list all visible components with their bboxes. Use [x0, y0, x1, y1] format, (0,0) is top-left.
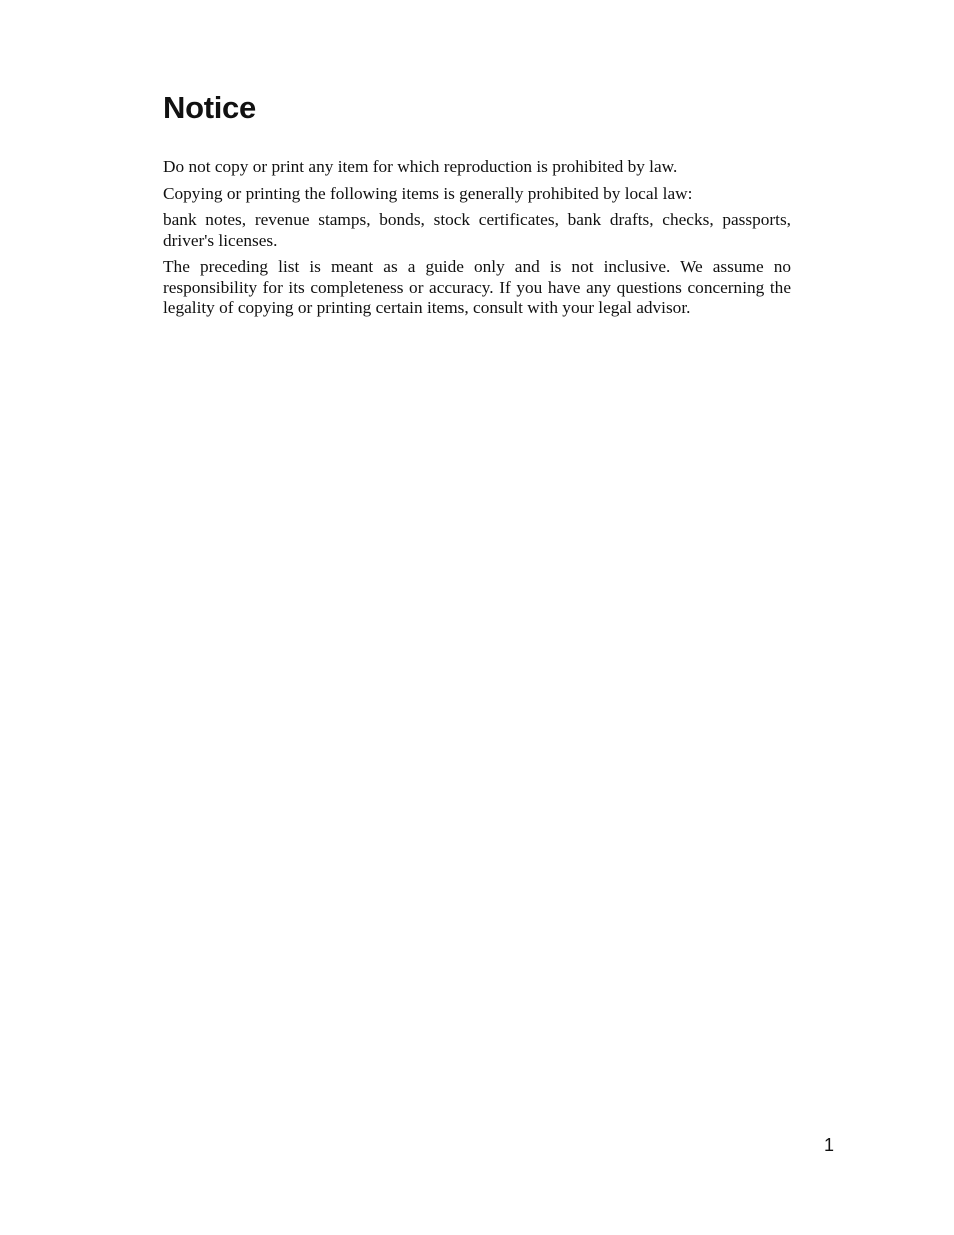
- page-number: 1: [823, 1135, 834, 1155]
- page-title: Notice: [163, 90, 256, 125]
- paragraph-local-law: Copying or printing the following items is generally prohibited by local law:: [163, 183, 693, 203]
- notice-body: [163, 157, 791, 325]
- paragraph-item-list: bank notes, revenue stamps, bonds, stock certificates, bank drafts, checks, passports, driver's licenses.: [163, 210, 791, 250]
- paragraph-disclaimer: The preceding list is meant as a guide only and is not inclusive. We assume no responsibility for its completeness or accuracy. If you have any questions concerning the legality of copying or printing certain items, consult with your legal advisor.: [163, 257, 791, 317]
- paragraph-prohibition: Do not copy or print any item for which reproduction is prohibited by law.: [163, 157, 678, 176]
